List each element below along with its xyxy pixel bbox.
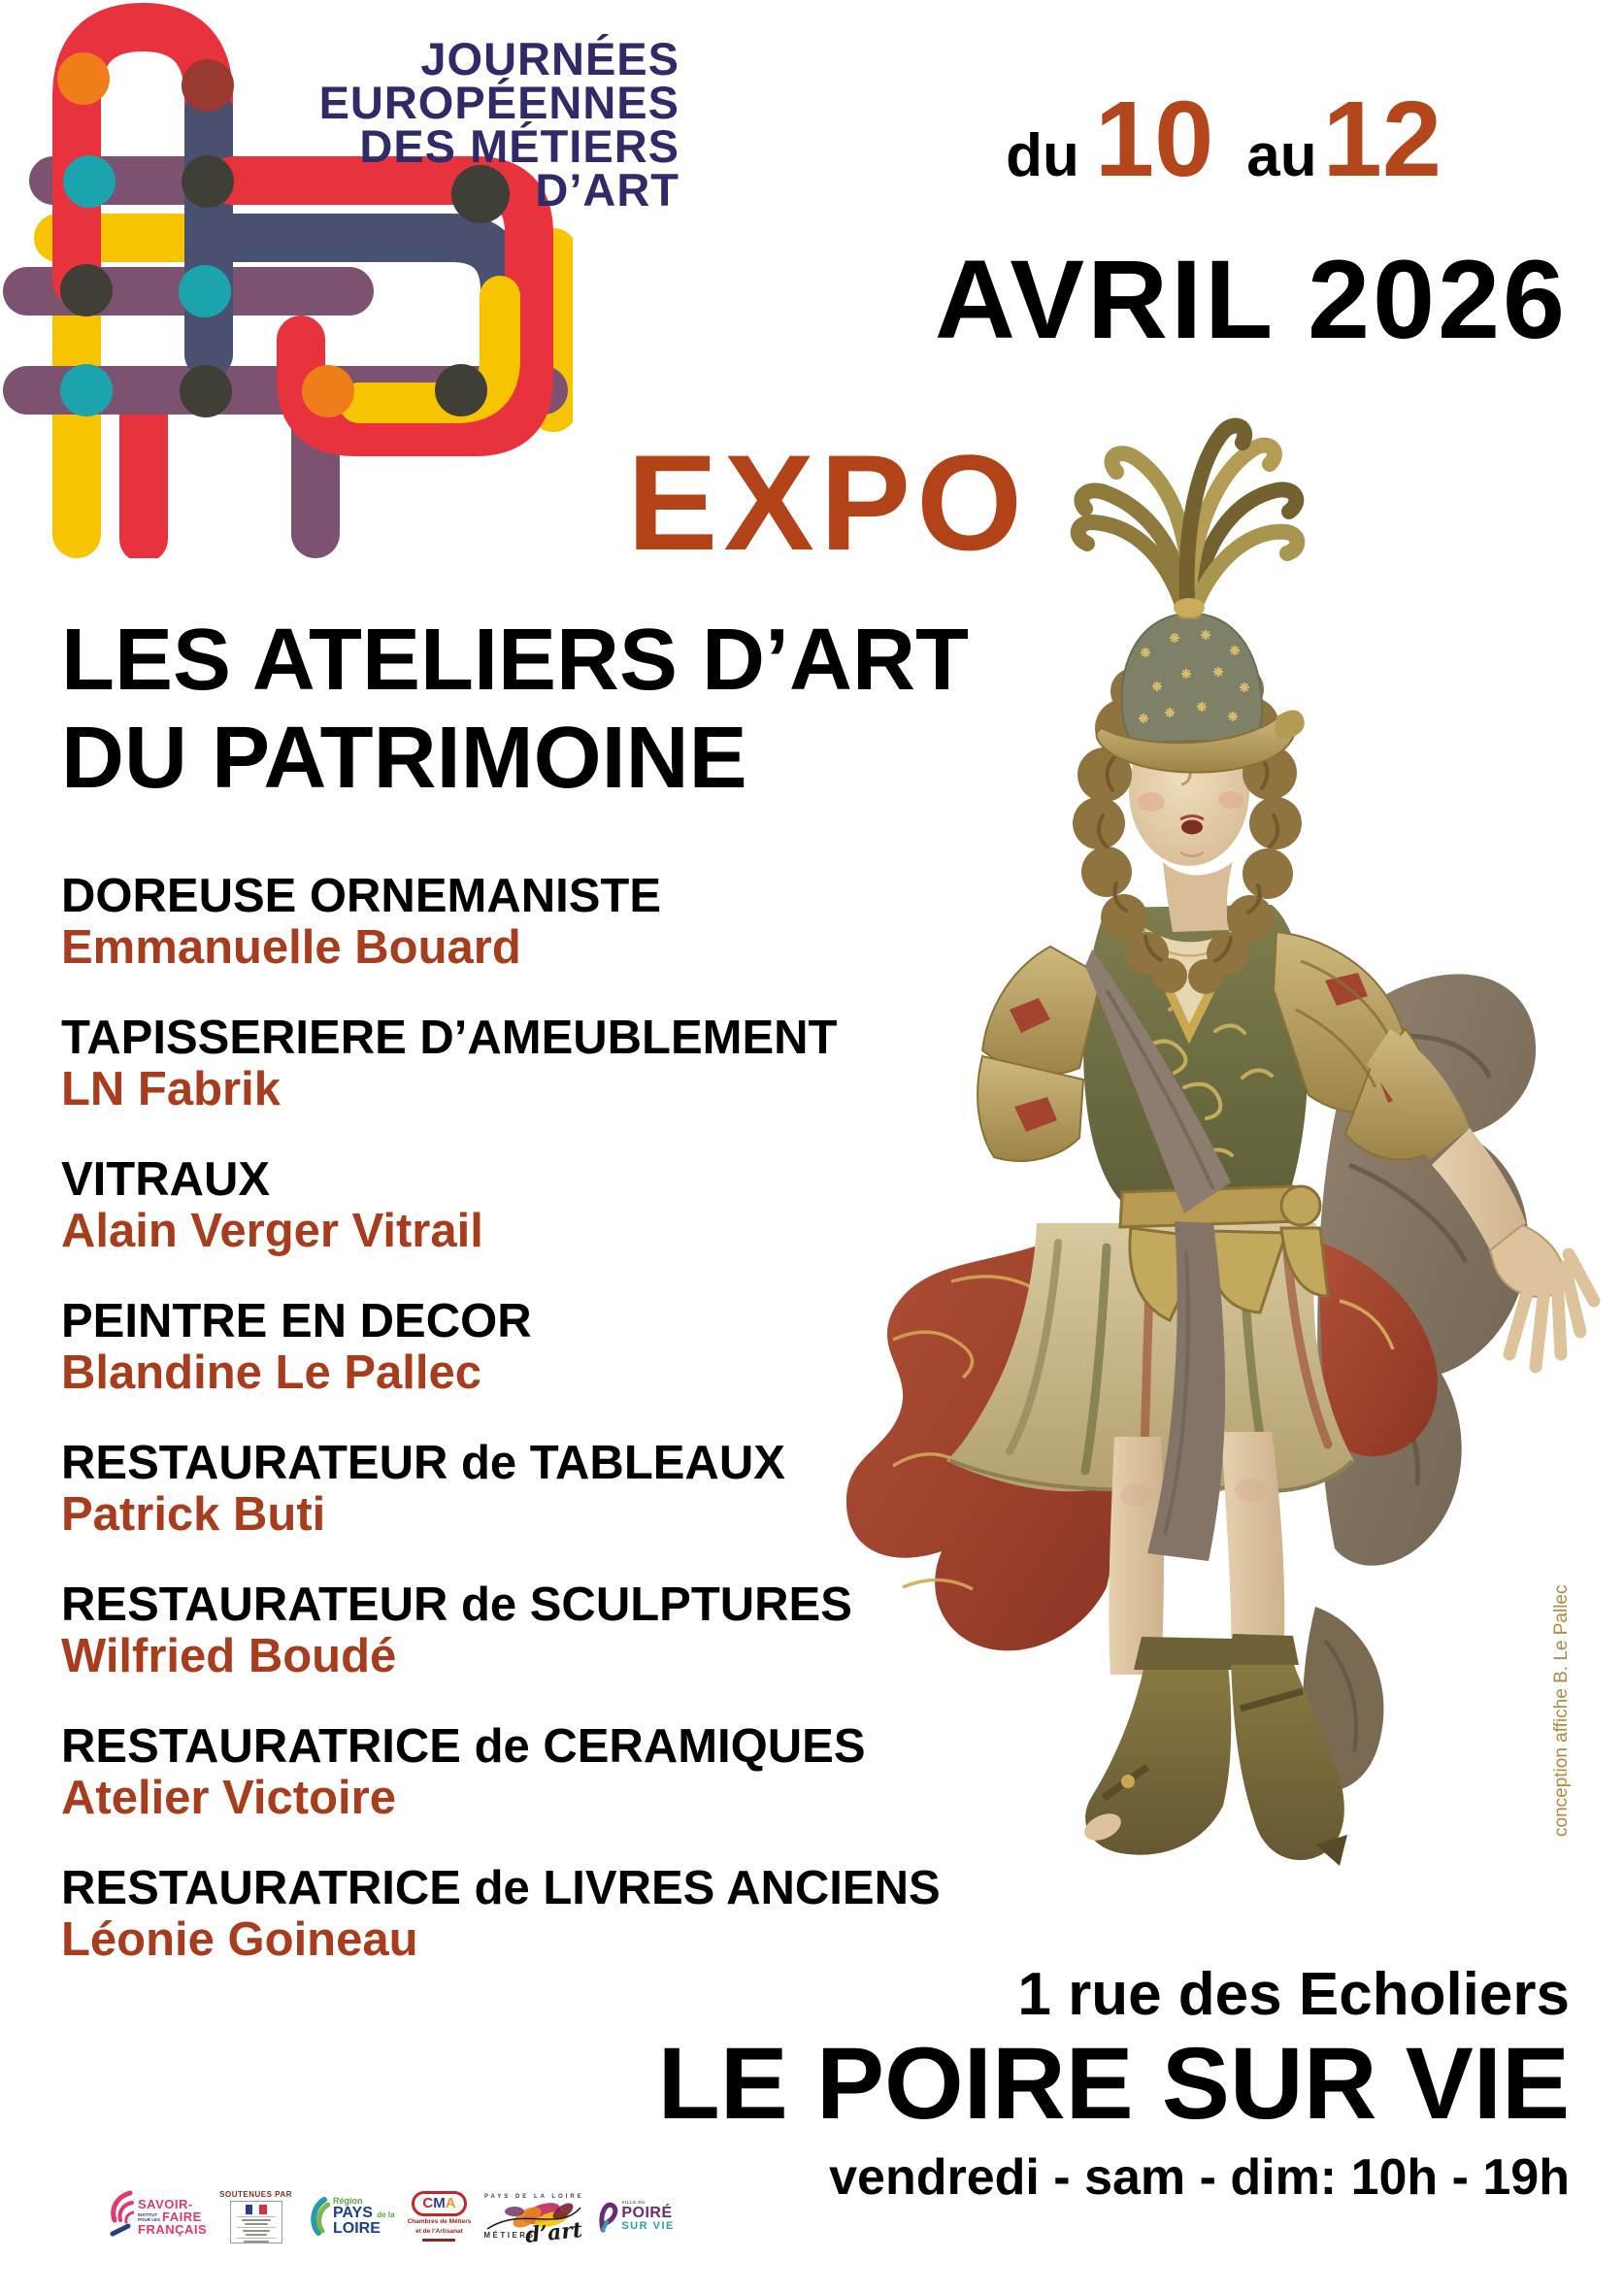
pdl-loire: LOIRE: [332, 2219, 381, 2237]
pdl-region: Région: [332, 2195, 363, 2206]
artisan-craft: PEINTRE EN DECOR: [61, 1295, 532, 1347]
design-credit: conception affiche B. Le Pallec: [1551, 1584, 1572, 1837]
french-flag-icon: [246, 2205, 267, 2214]
mda-metiers: MÉTIERS: [483, 2230, 536, 2240]
savoir-faire-francais-logo: [109, 2189, 207, 2243]
artisan-craft: TAPISSERIERE D’AMEUBLEMENT: [61, 1012, 838, 1064]
venue-address: 1 rue des Echoliers: [1017, 1961, 1570, 2028]
date-middle: au: [1246, 122, 1317, 189]
jema-line: D’ART: [535, 164, 679, 216]
date-range: [935, 78, 1442, 201]
artisan-craft: RESTAURATEUR de TABLEAUX: [61, 1437, 785, 1489]
date-month-year: AVRIL 2026: [934, 238, 1568, 362]
mda-top-label: PAYS DE LA LOIRE: [483, 2193, 584, 2200]
pdl-pays: PAYS: [332, 2204, 373, 2221]
partner-logos: [109, 2182, 675, 2250]
statue-photo: [602, 408, 1611, 1951]
jema-wordmark: [0, 33, 679, 216]
sff-pourles: POUR LES: [138, 2216, 161, 2222]
artisan-name: Patrick Buti: [61, 1488, 326, 1541]
metiers-dart-logo: [483, 2193, 584, 2248]
title-line-2: DU PATRIMOINE: [61, 710, 747, 807]
soutenues-par-label: SOUTENUES PAR: [219, 2189, 292, 2199]
psv-ville-du: VILLE DU: [621, 2200, 646, 2206]
jema-line: EUROPÉENNES: [318, 77, 679, 128]
title-line-1: LES ATELIERS D’ART: [61, 612, 970, 709]
sff-line3: FRANÇAIS: [138, 2221, 208, 2237]
psv-ribbon-icon: [597, 2199, 618, 2234]
venue-block: [658, 1963, 1570, 2206]
artisan-craft: RESTAURATRICE de LIVRES ANCIENS: [61, 1862, 941, 1914]
mda-dart-script: d’art: [524, 2216, 584, 2248]
opening-hours: vendredi - sam - dim: 10h - 19h: [829, 2149, 1570, 2206]
expo-heading: EXPO: [627, 426, 1029, 579]
artisan-craft: RESTAURATRICE de CERAMIQUES: [61, 1720, 866, 1773]
gouvernement-logo: [219, 2190, 292, 2243]
sff-line1: SAVOIR-: [138, 2196, 193, 2211]
cma-acronym: [412, 2191, 466, 2216]
pdl-arcs-icon: [305, 2196, 330, 2237]
artisan-name: Blandine Le Pallec: [61, 1346, 481, 1399]
artisan-craft: VITRAUX: [61, 1153, 271, 1206]
artisan-name: Léonie Goineau: [61, 1913, 418, 1966]
artisan-craft: RESTAURATEUR de SCULPTURES: [61, 1579, 852, 1631]
date-start: 10: [1094, 80, 1214, 199]
psv-name: POIRÉ: [621, 2204, 673, 2221]
sff-institut: INSTITUT: [138, 2211, 158, 2217]
ministry-block: [230, 2201, 282, 2243]
cma-letter-c: C: [422, 2195, 434, 2212]
cma-letter-a: A: [445, 2195, 456, 2212]
cma-line1: Chambres de Métiers: [407, 2218, 472, 2226]
pdl-dela: de la: [377, 2210, 395, 2219]
venue-city: LE POIRE SUR VIE: [657, 2027, 1570, 2141]
artisan-name: Emmanuelle Bouard: [61, 921, 521, 974]
poire-sur-vie-logo: [597, 2199, 675, 2234]
artisan-name: Alain Verger Vitrail: [61, 1205, 483, 1257]
jema-line: JOURNÉES: [420, 33, 679, 84]
cma-logo: [408, 2191, 472, 2242]
artisan-craft: DOREUSE ORNEMANISTE: [61, 870, 662, 922]
jema-line: DES MÉTIERS: [359, 120, 679, 172]
cma-line2: et de l’Artisanat: [415, 2228, 463, 2235]
savoir-faire-glyph-icon: [109, 2189, 134, 2243]
cma-letter-m: M: [433, 2195, 446, 2212]
artisan-name: Atelier Victoire: [61, 1772, 396, 1824]
cma-bar: [422, 2239, 455, 2242]
region-pays-de-la-loire-logo: [305, 2196, 395, 2237]
artisan-name: Wilfried Boudé: [61, 1630, 397, 1682]
artisan-name: LN Fabrik: [61, 1063, 281, 1115]
date-prefix: du: [1006, 122, 1079, 189]
event-dates: [935, 78, 1568, 364]
sff-line2: FAIRE: [162, 2209, 202, 2224]
psv-sub: SUR VIE: [621, 2219, 675, 2232]
date-end: 12: [1322, 80, 1442, 199]
